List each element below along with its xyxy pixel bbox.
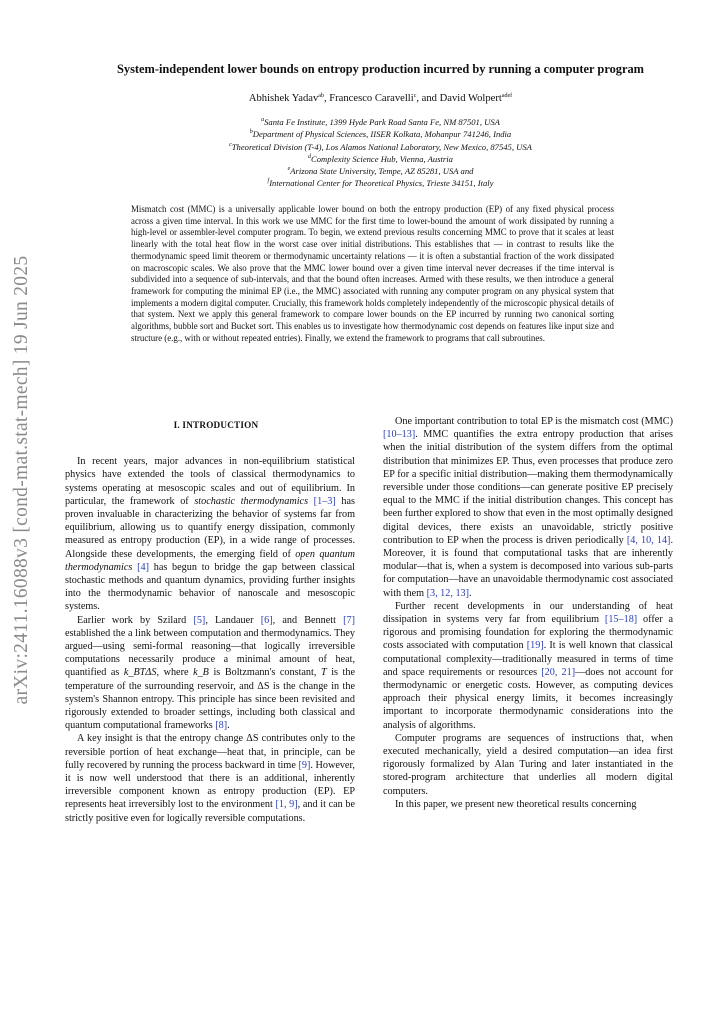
citation-link[interactable]: [6] bbox=[260, 614, 273, 626]
affiliation bbox=[40, 153, 721, 165]
affiliation bbox=[40, 141, 721, 153]
paragraph: One important contribution to total EP is the mismatch cost (MMC) [10–13]. MMC quantifies the extra entropy production that arises when the initial distribution of the system differs from the optimal distribution that minimizes EP. Thus, even processes that produce zero EP for a specific initial distribution—making them thermodynamically reversible under those conditions—can generate positive EP precisely equal to the MMC if the initial distribution changes. This concept has been further explored to show that even in the most optimally designed digital devices, there exists an unavoidable, strictly positive contribution to EP when the process is driven periodically [4, 10, 14]. Moreover, it is found that computational tasks that are inherently modular—that is, when a system is decomposed into various sub-parts for computation—have an unavoidable thermodynamic cost associated with them [3, 12, 13]. bbox=[383, 416, 673, 599]
affiliation-mark: f bbox=[267, 178, 270, 185]
affiliation bbox=[40, 177, 721, 189]
citation-link[interactable]: [3, 12, 13] bbox=[426, 587, 470, 599]
affiliation-mark: b bbox=[249, 129, 253, 136]
left-column bbox=[65, 415, 355, 825]
affiliation bbox=[40, 165, 721, 177]
arxiv-sidebar-stamp bbox=[2, 230, 42, 730]
citation-link[interactable]: [7] bbox=[343, 614, 355, 626]
affiliation-text: International Center for Theoretical Physics, Trieste 34151, Italy bbox=[269, 178, 494, 189]
citation-link[interactable]: [5] bbox=[193, 614, 206, 626]
affiliation-text: Department of Physical Sciences, IISER Kolkata, Mohanpur 741246, India bbox=[252, 129, 512, 140]
affiliation bbox=[40, 116, 721, 128]
abstract: Mismatch cost (MMC) is a universally applicable lower bound on both the entropy production (EP) of any fixed physical process across a given time interval. In this work we use MMC for the first time to lower-bound the amount of work dissipated by running a high-level or assembler-level computer program. To begin, we extend previous results concerning MMC to prove that it scales at least linearly with the total heat flow in the worst case over initial distributions. This establishes that — in contrast to results like the thermodynamic speed limit theorem or thermodynamic uncertainty relations — it is often a substantial fraction of the work dissipated on macroscopic scales. We also prove that the MMC lower bound over a given time interval never decreases if the time interval is subdivided into a sequence of sub-intervals, and that the bound often increases. Armed with these results, we then introduce a general framework for computing the minimal EP (i.e., the MMC) associated with running any computer program on any physical system that implements a modern digital computer. Crucially, this framework holds completely independently of the microscopic physical details of that system. Next we apply this general framework to compare lower bounds on the EP incurred by running two canonical sorting algorithms, bubble sort and Bucket sort. This enables us to investigate how thermodynamic cost depends on features like input size and structure (e.g., with or without repeated entries). Finally, we extend the framework to programs that call subroutines. bbox=[131, 204, 614, 343]
affiliation-text: Complexity Science Hub, Vienna, Austria bbox=[311, 153, 453, 164]
affiliation-text: Theoretical Division (T-4), Los Alamos National Laboratory, New Mexico, 87545, USA bbox=[231, 141, 532, 152]
author-name: , and David Wolpert bbox=[416, 93, 502, 104]
author-name: , Francesco Caravelli bbox=[323, 93, 414, 104]
citation-link[interactable]: [9] bbox=[298, 759, 311, 771]
paragraph: Earlier work by Szilard [5], Landauer [6], and Bennett [7] established the a link between computation and thermodynamics. They argued—using semi-formal reasoning—that logically irreversible computations necessarily produce a minimal amount of heat, quantified as k_BTΔS, where k_B is Boltzmann's constant, T is the temperature of the surrounding reservoir, and ΔS is the change in the system's Shannon entropy. This principle has since been revisited and rigorously extended to broader settings, including both classical and quantum computational frameworks [8]. bbox=[65, 614, 355, 732]
citation-link[interactable]: [4] bbox=[132, 561, 149, 573]
paragraph: In this paper, we present new theoretical results concerning bbox=[395, 798, 637, 810]
citation-link[interactable]: [20, 21] bbox=[541, 666, 576, 678]
affiliation-list bbox=[40, 116, 721, 190]
paragraph: In recent years, major advances in non-equilibrium statistical physics have extended the tools of classical thermodynamics to systems operating at mesoscopic scales and out of equilibrium. In particular, the framework of stochastic thermodynamics [1–3] has proven invaluable in characterizing the behavior of systems far from equilibrium, allowing us to quantify energy dissipation, commonly measured as entropy production (EP), in a wide range of processes. Alongside these developments, the emerging field of open quantum thermodynamics [4] has begun to bridge the gap between classical stochastic methods and quantum dynamics, providing further insights into the thermodynamic behavior of nanoscale and mesoscopic systems. bbox=[65, 456, 355, 613]
citation-link[interactable]: [19] bbox=[526, 640, 544, 652]
citation-link[interactable]: [15–18] bbox=[604, 614, 638, 626]
affiliation-mark: d bbox=[308, 153, 312, 160]
affiliation-mark: a bbox=[261, 117, 265, 123]
citation-link[interactable]: [8] bbox=[215, 720, 228, 732]
author-name: Abhishek Yadav bbox=[248, 93, 319, 104]
citation-link[interactable]: [10–13] bbox=[383, 429, 416, 441]
affiliation bbox=[40, 128, 721, 140]
right-column bbox=[383, 415, 673, 811]
affiliation-text: Arizona State University, Tempe, AZ 85281, USA and bbox=[290, 166, 474, 177]
affiliation-text: Santa Fe Institute, 1399 Hyde Park Road Santa Fe, NM 87501, USA bbox=[264, 117, 500, 127]
section-heading: I. INTRODUCTION bbox=[173, 420, 259, 430]
citation-link[interactable]: [1–3] bbox=[308, 495, 336, 507]
author-affil-mark: c bbox=[413, 93, 417, 99]
paragraph: A key insight is that the entropy change ΔS contributes only to the reversible portion of heat exchange—heat that, in principle, can be fully recovered by running the process backward in time [9]. However, it is now well understood that there is an additional, inherently irreversible component known as entropy production (EP). EP represents heat irreversibly lost to the environment [1, 9], and it can be strictly positive even for logically reversible computations. bbox=[65, 733, 355, 824]
arxiv-identifier: arXiv:2411.16088v3 [cond-mat.stat-mech] 19 Jun 2025 bbox=[11, 255, 32, 705]
affiliation-mark: c bbox=[229, 141, 232, 148]
citation-link[interactable]: [4, 10, 14] bbox=[626, 534, 671, 546]
author-affil-mark: ab bbox=[318, 93, 324, 99]
author-affil-mark: adef bbox=[501, 93, 513, 99]
affiliation-mark: e bbox=[287, 166, 291, 173]
paragraph: Further recent developments in our understanding of heat dissipation in systems very far from equilibrium [15–18] offer a rigorous and promising foundation for exploring the thermodynamic costs associated with computation [19]. It is well known that classical computational complexity—traditionally measured in terms of time and space requirements or resources [20, 21]—does not account for thermodynamic or energetic costs. However, as computing devices approach their physical energy limits, it becomes increasingly important to incorporate thermodynamic considerations into the analysis of algorithms. bbox=[383, 600, 674, 731]
paper-title: System-independent lower bounds on entropy production incurred by running a computer program bbox=[116, 62, 645, 76]
author-list bbox=[40, 93, 721, 104]
citation-link[interactable]: [1, 9] bbox=[275, 799, 298, 811]
paragraph: Computer programs are sequences of instructions that, when executed mechanically, yield a desired computation—an idea first rigorously formalized by Alan Turing and later instantiated in the stored-program architecture that underlies all modern digital computers. bbox=[383, 732, 673, 797]
